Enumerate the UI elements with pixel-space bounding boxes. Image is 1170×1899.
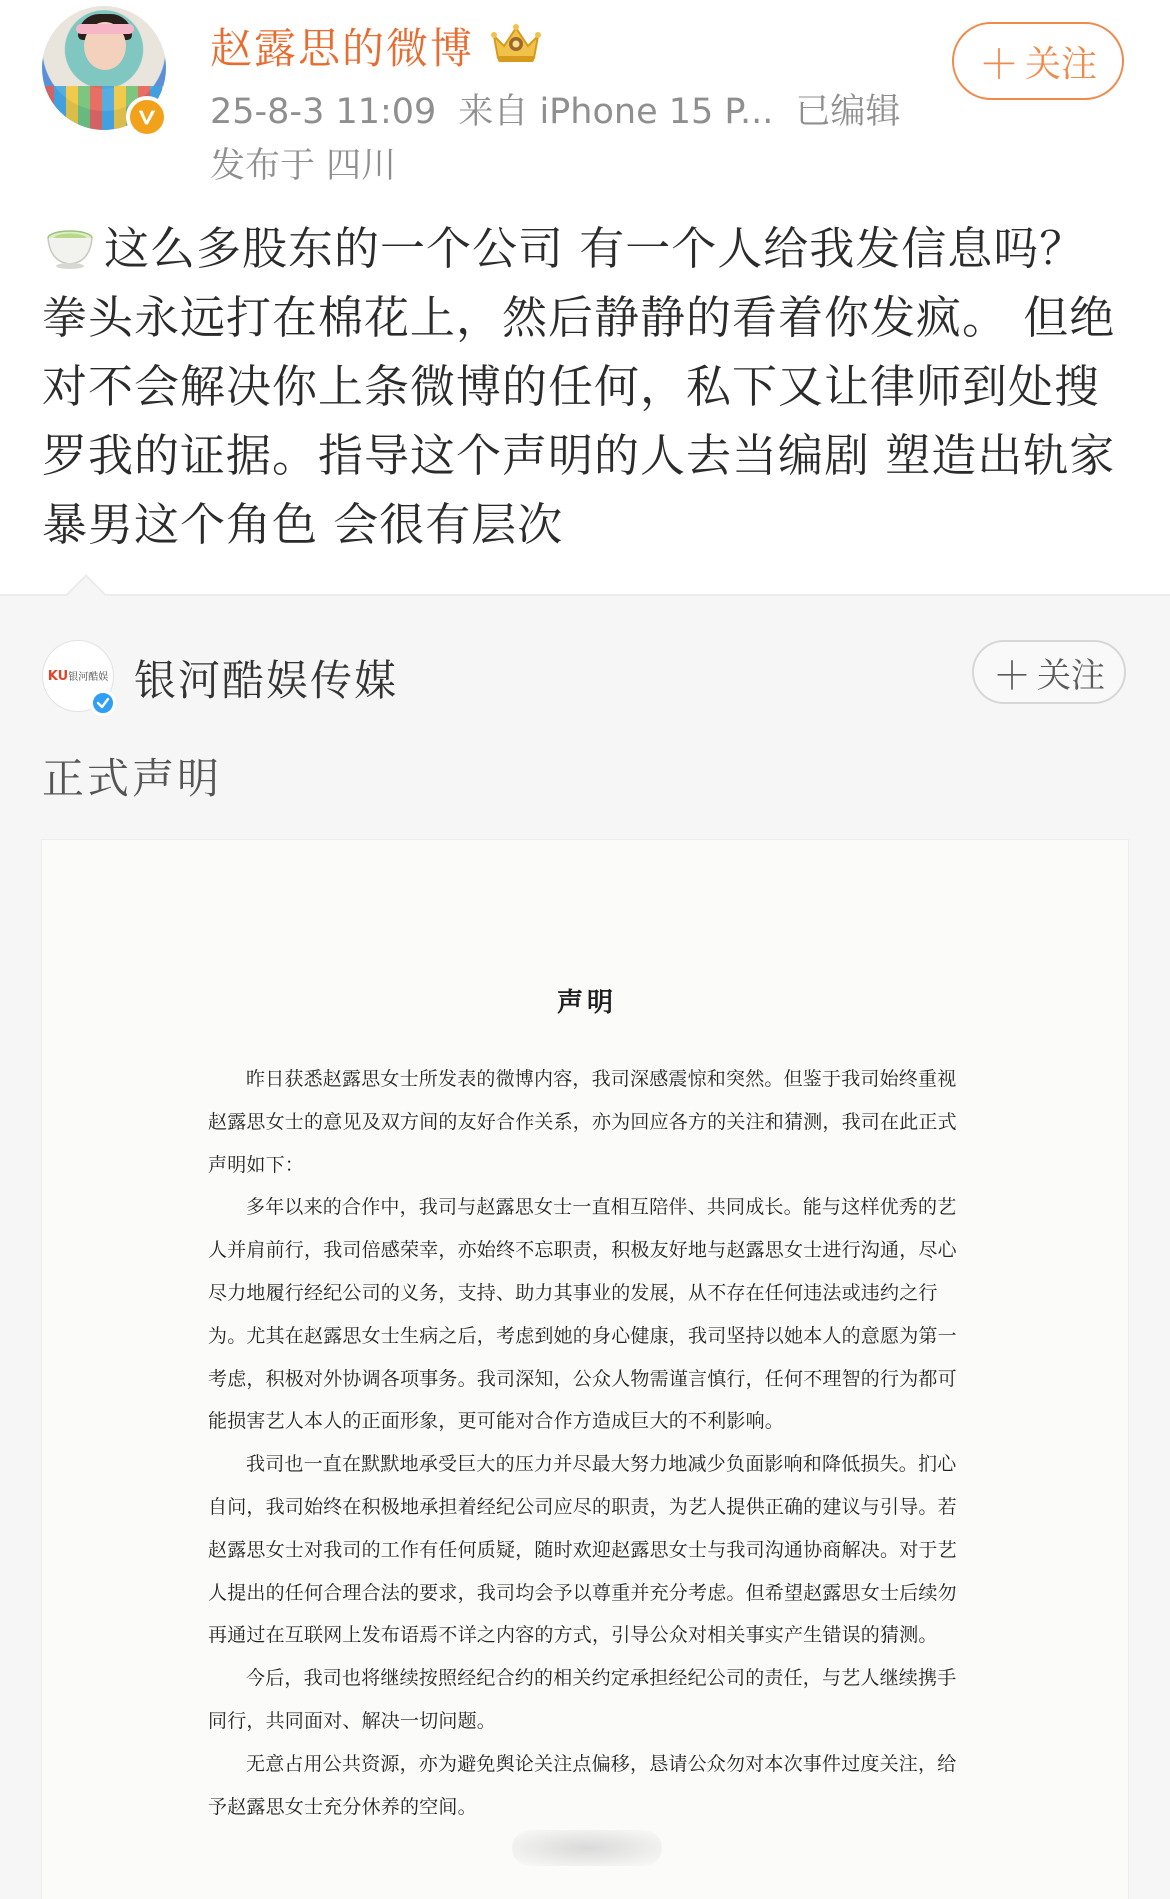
- follow-button[interactable]: [952, 22, 1124, 100]
- post-content: [42, 214, 1122, 559]
- document-heading: 声明: [556, 988, 617, 1018]
- post-header: [0, 0, 1170, 190]
- repost-follow-label: 关注: [1037, 655, 1105, 696]
- repost-title: 正式声明: [42, 754, 223, 803]
- document-paragraph: 无意占用公共资源，亦为避免舆论关注点偏移，恳请公众勿对本次事件过度关注，给予赵露思女士充分休养的空间。: [208, 1752, 957, 1818]
- document-body: [208, 1058, 968, 1828]
- crown-membership-icon[interactable]: [488, 22, 544, 66]
- post-username[interactable]: 赵露思的微博: [210, 24, 475, 73]
- post-edited-label[interactable]: 已编辑: [795, 92, 901, 132]
- follow-button-label: 关注: [1024, 43, 1097, 85]
- verified-check-icon: [90, 690, 116, 716]
- post-text: 这么多股东的一个公司 有一个人给我发信息吗？拳头永远打在棉花上，然后静静的看着你发疯。 但绝对不会解决你上条微博的任何，私下又让律师到处搜罗我的证据。指导这个声明的人去当编剧 塑造出轨家暴男这个角色 会很有层次: [42, 222, 1116, 551]
- post-timestamp: 25-8-3 11:09: [210, 92, 437, 132]
- document-paragraph: 多年以来的合作中，我司与赵露思女士一直相互陪伴、共同成长。能与这样优秀的艺人并肩前行，我司倍感荣幸，亦始终不忘职责，积极友好地与赵露思女士进行沟通，尽心尽力地履行经纪公司的义务，支持、助力其事业的发展，从不存在任何违法或违约之行为。尤其在赵露思女士生病之后，考虑到她的身心健康，我司坚持以她本人的意愿为第一考虑，积极对外协调各项事务。我司深知，公众人物需谨言慎行，任何不理智的行为都可能损害艺人本人的正面形象，更可能对合作方造成巨大的不利影响。: [208, 1196, 957, 1433]
- statement-document-image[interactable]: [42, 840, 1128, 1899]
- image-watermark: [512, 1830, 662, 1866]
- document-paragraph: 今后，我司也将继续按照经纪合约的相关约定承担经纪公司的责任，与艺人继续携手同行，共同面对、解决一切问题。: [208, 1667, 957, 1732]
- document-paragraph: 我司也一直在默默地承受巨大的压力并尽最大努力地减少负面影响和降低损失。扪心自问，我司始终在积极地承担着经纪公司应尽的职责，为艺人提供正确的建议与引导。若赵露思女士对我司的工作有任何质疑，随时欢迎赵露思女士与我司沟通协商解决。对于艺人提出的任何合理合法的要求，我司均会予以尊重并充分考虑。但希望赵露思女士后续勿再通过在互联网上发布语焉不详之内容的方式，引导公众对相关事实产生错误的猜测。: [208, 1453, 957, 1647]
- document-paragraph: 昨日获悉赵露思女士所发表的微博内容，我司深感震惊和突然。但鉴于我司始终重视赵露思女士的意见及双方间的友好合作关系，亦为回应各方的关注和猜测，我司在此正式声明如下：: [208, 1068, 957, 1176]
- ku-logo: KU银河酷娱: [47, 669, 109, 684]
- plus-icon: ＋: [978, 41, 1019, 88]
- post-meta: [210, 84, 922, 134]
- post-location: 发布于 四川: [210, 146, 397, 186]
- repost-follow-button[interactable]: [972, 640, 1126, 704]
- avatar-visor: [76, 24, 134, 34]
- repost-username[interactable]: 银河酷娱传媒: [134, 656, 399, 705]
- post-source: 来自 iPhone 15 P...: [458, 92, 774, 132]
- tea-cup-emoji-icon: [42, 222, 98, 270]
- plus-icon: ＋: [992, 653, 1031, 698]
- verified-v-icon: [126, 96, 168, 138]
